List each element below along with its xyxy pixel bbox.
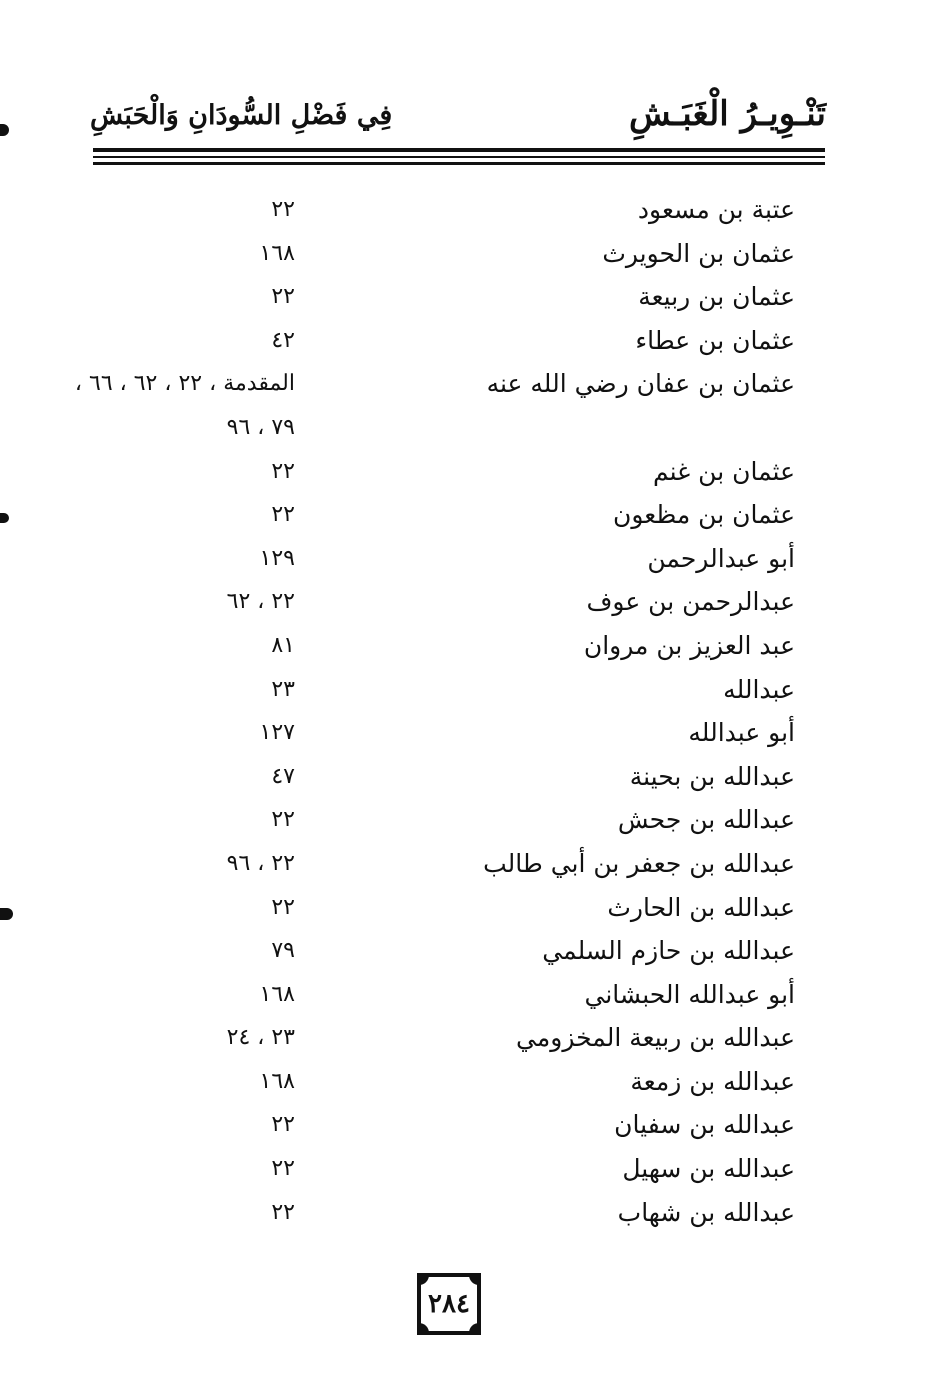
entry-pages: ٤٢ [271,327,295,353]
index-entry [70,842,800,886]
entry-name: عبدالله بن الحارث [607,892,795,922]
index-entry [70,624,800,668]
entry-name: عبدالرحمن بن عوف [586,587,795,617]
index-entry [70,929,800,973]
entry-pages: ١٢٩ [259,545,295,571]
entry-pages: ٢٢ [271,894,295,920]
index-entry [70,755,800,799]
header-rule-thick [93,148,825,152]
index-entry-continuation [70,406,800,450]
entry-pages: ١٦٨ [259,240,295,266]
index-entry [70,1191,800,1235]
entry-name: عثمان بن عفان رضي الله عنه [486,369,795,399]
index-entry [70,973,800,1017]
entry-name: أبو عبدالرحمن [647,543,795,573]
entry-name: عبدالله بن جحش [617,805,795,835]
entry-pages: ٧٩ ، ٩٦ [226,414,295,440]
running-header [90,94,826,142]
entry-name: أبو عبدالله الحبشاني [584,979,795,1009]
entry-name: عثمان بن غنم [652,456,795,486]
entry-name: عبدالله بن شهاب [617,1197,795,1227]
entry-name: عبدالله بن سفيان [614,1110,795,1140]
entry-pages: ٨١ [271,632,295,658]
index-entry [70,188,800,232]
entry-pages: ١٦٨ [259,1068,295,1094]
index-entry [70,798,800,842]
index-entry [70,580,800,624]
entry-name: أبو عبدالله [688,718,795,748]
entry-pages: ٤٧ [271,763,295,789]
index-entry [70,1060,800,1104]
index-entry [70,537,800,581]
entry-pages: ٢٢ [271,1199,295,1225]
header-rule-bottom [93,162,825,165]
index-entry [70,493,800,537]
entry-pages: المقدمة ، ٢٢ ، ٦٢ ، ٦٦ ، [74,371,295,397]
entry-pages: ٢٢ [271,284,295,310]
entry-name: عبدالله بن جعفر بن أبي طالب [483,848,795,878]
entry-name: عبدالله بن سهيل [622,1154,795,1184]
entry-pages: ٢٢ [271,1112,295,1138]
entry-pages: ١٢٧ [259,720,295,746]
entry-pages: ٢٢ [271,502,295,528]
entry-name: عثمان بن الحويرث [602,238,795,268]
entry-name: عبدالله بن حازم السلمي [542,936,795,966]
frame-corner-ornament [469,1275,479,1285]
index-entry [70,319,800,363]
index-entry [70,711,800,755]
entry-pages: ٢٢ [271,458,295,484]
entry-name: عبدالله بن زمعة [630,1066,795,1096]
entry-pages: ٢٢ [271,807,295,833]
header-rule-thin [93,156,825,158]
entry-name: عتبة بن مسعود [637,195,795,224]
book-title: تَنْـوِيـرُ الْغَبَـشِ [628,94,826,134]
entry-pages: ٢٢ ، ٦٢ [226,589,295,615]
entry-pages: ٢٢ [271,197,295,222]
entry-name: عبدالله بن بحينة [629,761,795,791]
entry-pages: ٧٩ [271,938,295,964]
frame-corner-ornament [419,1323,429,1333]
page-edge-mark [0,513,9,523]
page-edge-mark [0,908,13,920]
entry-pages: ٢٣ ، ٢٤ [226,1025,295,1051]
page-edge-mark [0,124,9,136]
index-entry [70,668,800,712]
entry-pages: ١٦٨ [259,981,295,1007]
entry-pages: ٢٢ [271,1156,295,1182]
entry-name: عبد العزيز بن مروان [583,630,795,660]
index-entry [70,1016,800,1060]
entry-name: عثمان بن ربيعة [638,282,795,312]
index-entry [70,450,800,494]
index-entry [70,886,800,930]
page-number: ٢٨٤ [428,1289,470,1319]
entry-name: عبدالله [723,674,795,704]
index-entry [70,275,800,319]
page-number-frame [417,1273,481,1335]
index-entry [70,1103,800,1147]
entry-name: عثمان بن عطاء [635,325,795,355]
entry-pages: ٢٣ [271,676,295,702]
index-entry [70,232,800,276]
index-list [70,188,800,1234]
entry-name: عثمان بن مظعون [612,500,795,530]
book-subtitle: فِي فَضْلِ السُّودَانِ وَالْحَبَشِ [90,100,393,131]
entry-name: عبدالله بن ربيعة المخزومي [516,1023,795,1053]
entry-pages: ٢٢ ، ٩٦ [226,850,295,876]
index-entry [70,362,800,406]
index-entry [70,1147,800,1191]
